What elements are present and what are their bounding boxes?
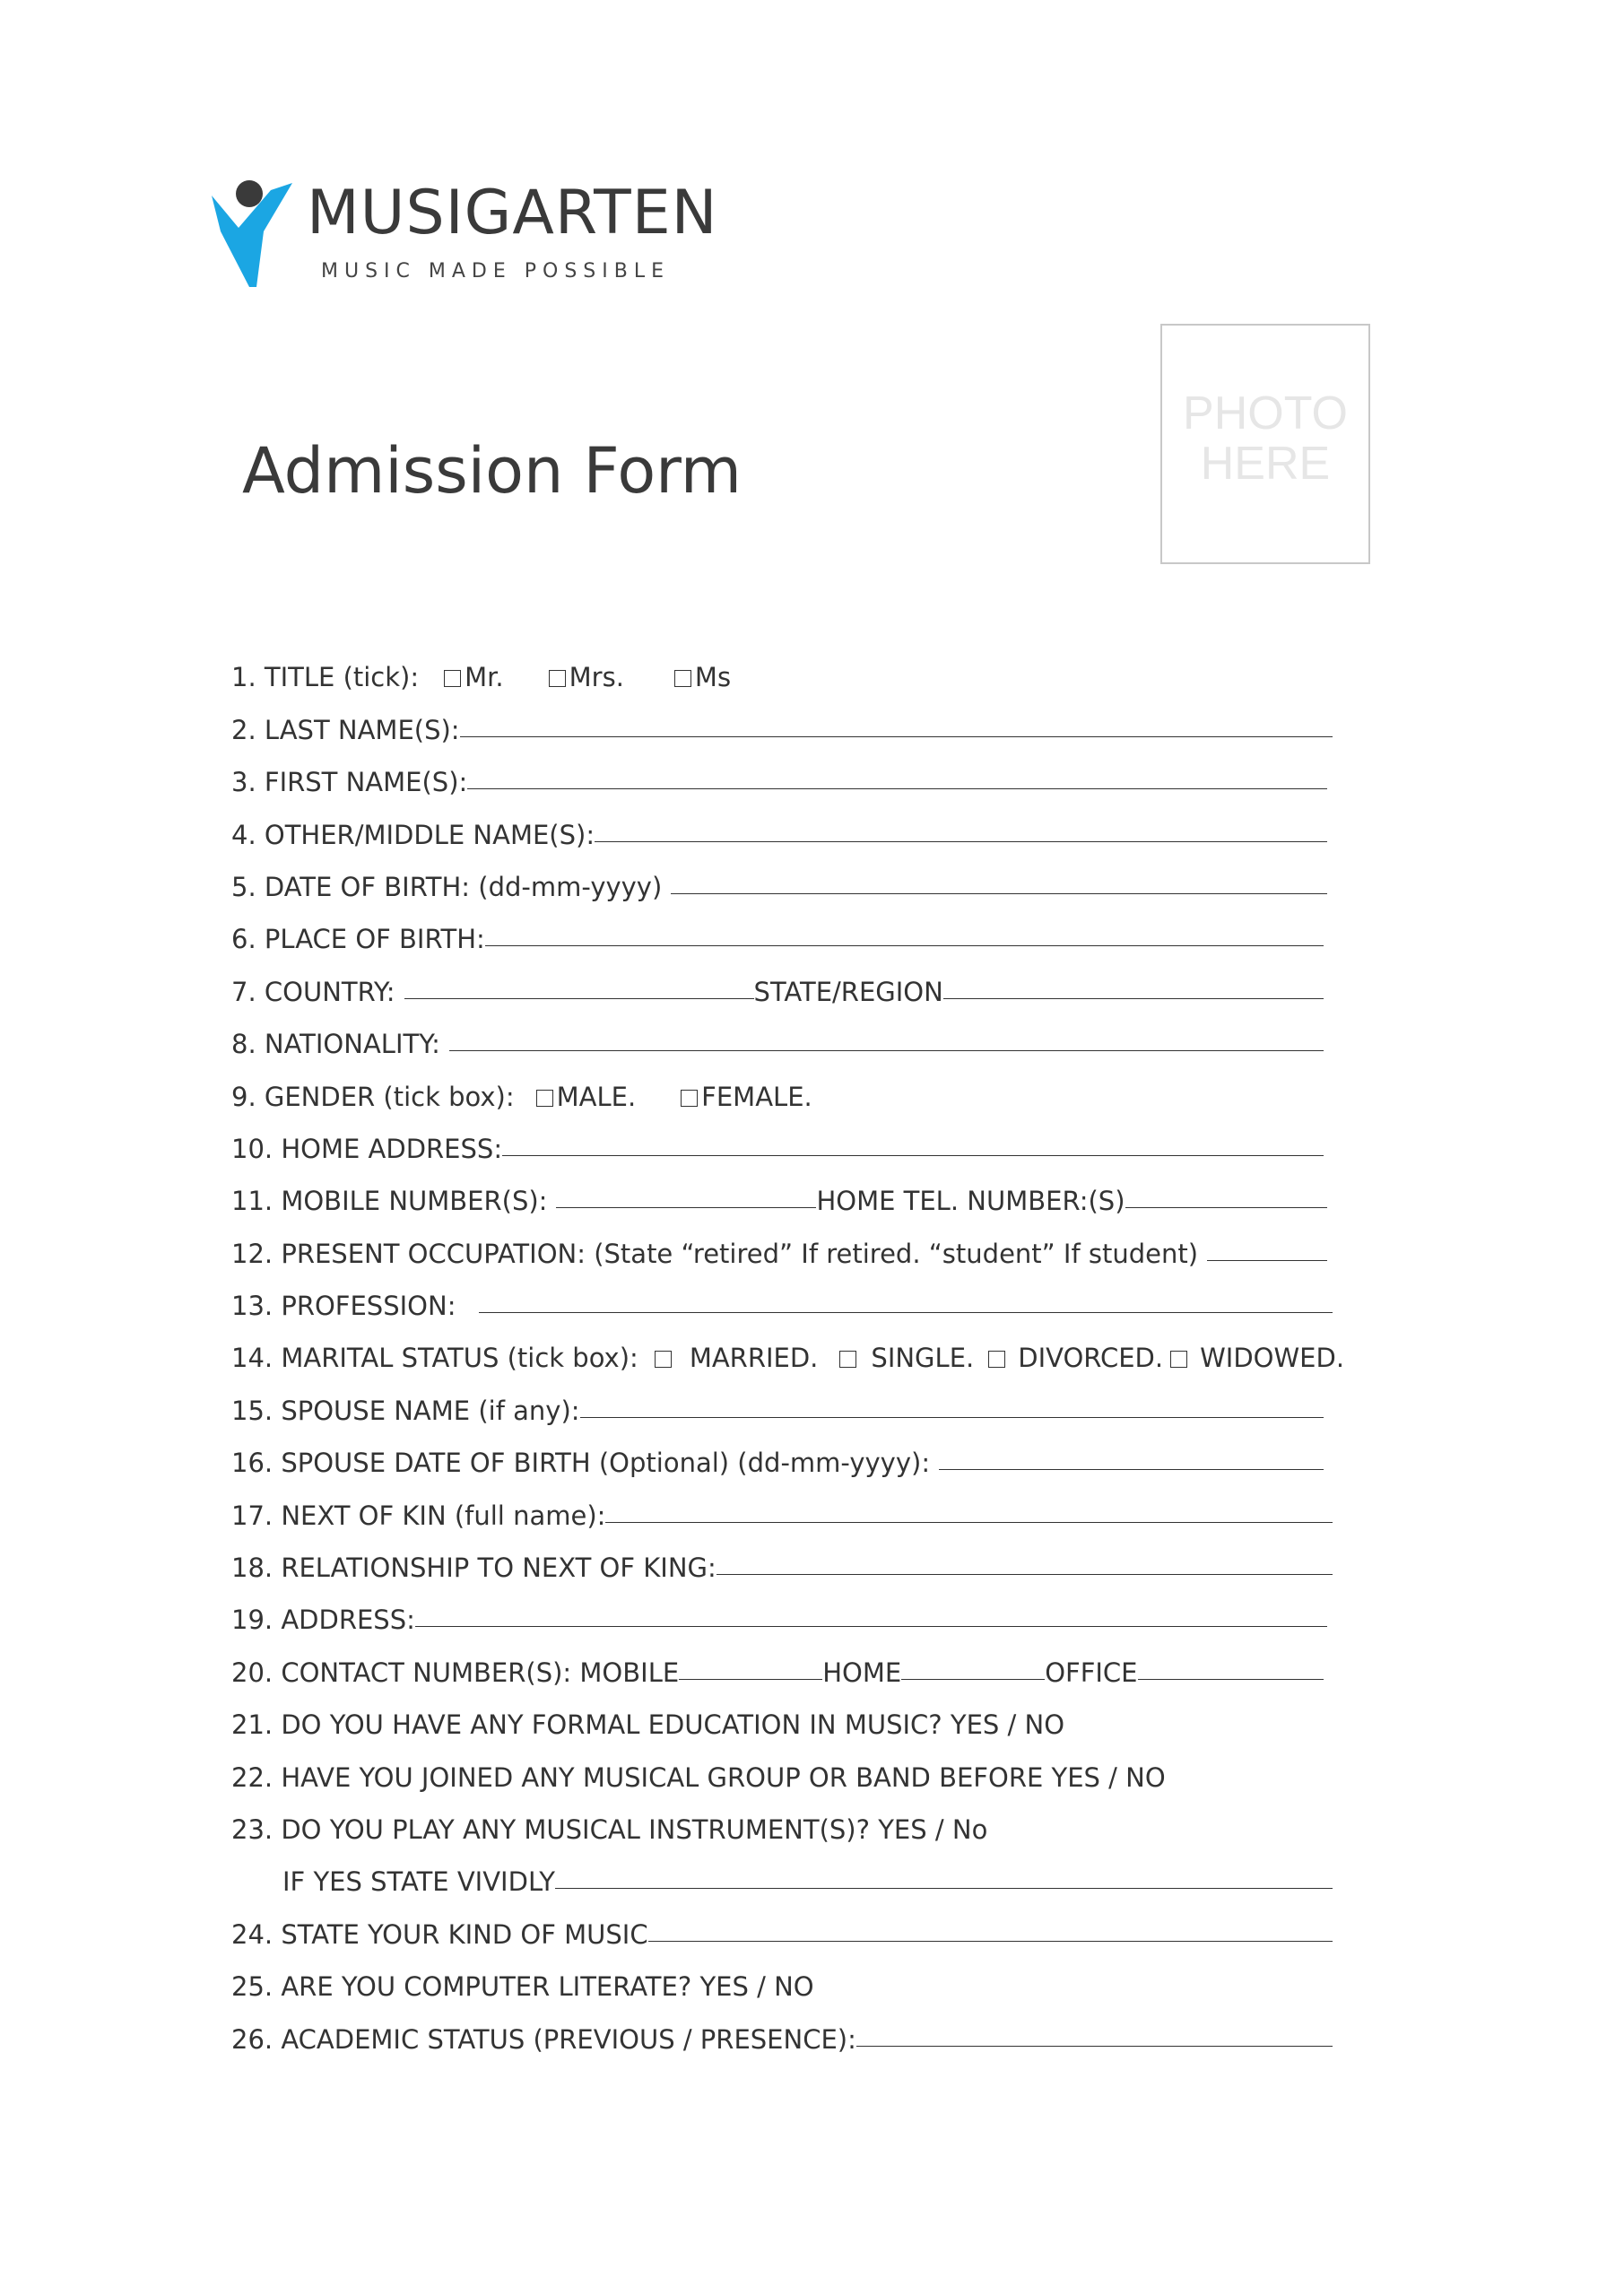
field-place-of-birth (231, 902, 1333, 954)
field-label: 15. SPOUSE NAME (if any): (231, 1395, 580, 1426)
brand-logo (206, 176, 744, 292)
field-label: 8. NATIONALITY: (231, 1029, 440, 1060)
field-label-secondary: HOME (822, 1657, 902, 1688)
field-label: 14. MARITAL STATUS (tick box): (231, 1343, 638, 1374)
option-married[interactable] (655, 1343, 819, 1373)
field-instruments (231, 1793, 1333, 1845)
option-label: MARRIED. (689, 1343, 819, 1374)
checkbox[interactable] (674, 670, 691, 687)
option-female[interactable] (681, 1082, 812, 1112)
field-label: 5. DATE OF BIRTH: (dd-mm-yyyy) (231, 871, 663, 902)
logo-head-shape (236, 180, 263, 207)
checkbox[interactable] (988, 1351, 1005, 1368)
option-label: SINGLE. (871, 1343, 975, 1374)
field-relationship (231, 1531, 1333, 1583)
field-title (231, 640, 1333, 692)
field-label: 21. DO YOU HAVE ANY FORMAL EDUCATION IN MUSIC? YES / NO (231, 1709, 1065, 1741)
field-label: 26. ACADEMIC STATUS (PREVIOUS / PRESENCE): (231, 2023, 856, 2055)
input-line[interactable] (556, 1207, 816, 1208)
input-line[interactable] (671, 893, 1327, 894)
field-address (231, 1583, 1333, 1635)
option-label: MALE. (556, 1081, 637, 1112)
input-line[interactable] (404, 998, 754, 999)
field-middle-name (231, 797, 1333, 849)
checkbox[interactable] (681, 1090, 698, 1107)
field-mobile-number (231, 1164, 1333, 1216)
field-marital-status (231, 1321, 1345, 1374)
option-widowed[interactable] (1170, 1343, 1344, 1373)
field-label: 17. NEXT OF KIN (full name): (231, 1500, 606, 1531)
option-label: Mr. (465, 662, 504, 693)
field-label: 16. SPOUSE DATE OF BIRTH (Optional) (dd-mm-yyyy): (231, 1448, 931, 1479)
input-line[interactable] (502, 1155, 1324, 1156)
input-line[interactable] (449, 1050, 1324, 1051)
field-label: 3. FIRST NAME(S): (231, 767, 468, 798)
option-divorced[interactable] (988, 1343, 1163, 1373)
input-line[interactable] (479, 1312, 1333, 1313)
photo-label: PHOTO HERE (1183, 387, 1348, 490)
field-label: 24. STATE YOUR KIND OF MUSIC (231, 1918, 648, 1950)
form-fields (231, 640, 1345, 2055)
option-mrs[interactable] (549, 662, 624, 692)
photo-placeholder[interactable] (1160, 324, 1370, 564)
field-academic-status (231, 2002, 1333, 2054)
field-country (231, 954, 1333, 1006)
input-line[interactable] (605, 1522, 1333, 1523)
checkbox[interactable] (839, 1351, 856, 1368)
option-label: FEMALE. (701, 1081, 812, 1112)
field-label: IF YES STATE VIVIDLY (282, 1866, 555, 1898)
field-kind-of-music (231, 1897, 1333, 1949)
input-line[interactable] (648, 1941, 1333, 1942)
input-line[interactable] (595, 841, 1327, 842)
input-line[interactable] (679, 1679, 822, 1680)
input-line[interactable] (1138, 1679, 1324, 1680)
field-label: 12. PRESENT OCCUPATION: (State “retired” If retired. “student” If student) (231, 1238, 1199, 1269)
field-label: 7. COUNTRY: (231, 976, 395, 1007)
field-last-name (231, 692, 1333, 744)
input-line[interactable] (901, 1679, 1045, 1680)
field-home-address (231, 1112, 1333, 1164)
field-spouse-name (231, 1373, 1333, 1425)
input-line[interactable] (467, 788, 1327, 789)
input-line[interactable] (943, 998, 1324, 999)
checkbox[interactable] (1170, 1351, 1187, 1368)
field-label: 11. MOBILE NUMBER(S): (231, 1186, 548, 1217)
field-label: 18. RELATIONSHIP TO NEXT OF KING: (231, 1552, 716, 1584)
page-title: Admission Form (242, 434, 742, 508)
input-line[interactable] (716, 1574, 1333, 1575)
field-label-tertiary: OFFICE (1045, 1657, 1138, 1688)
checkbox[interactable] (655, 1351, 672, 1368)
option-label: Ms (694, 662, 732, 693)
field-label: 10. HOME ADDRESS: (231, 1133, 503, 1164)
field-label: 22. HAVE YOU JOINED ANY MUSICAL GROUP OR BAND BEFORE YES / NO (231, 1761, 1166, 1793)
field-computer-literate (231, 1950, 1333, 2002)
checkbox[interactable] (549, 670, 566, 687)
checkbox[interactable] (444, 670, 461, 687)
input-line[interactable] (856, 2046, 1333, 2047)
field-occupation (231, 1216, 1333, 1268)
field-label: 19. ADDRESS: (231, 1605, 415, 1636)
input-line[interactable] (580, 1417, 1324, 1418)
logo-figure-icon (206, 176, 307, 287)
field-nationality (231, 1007, 1333, 1059)
option-male[interactable] (536, 1082, 637, 1112)
brand-name: MUSIGARTEN (307, 178, 718, 248)
field-label-secondary: STATE/REGION (753, 976, 943, 1007)
option-label: Mrs. (569, 662, 624, 693)
brand-tagline: MUSIC MADE POSSIBLE (321, 260, 671, 283)
option-label: WIDOWED. (1200, 1343, 1345, 1374)
field-contact-numbers (231, 1635, 1333, 1687)
input-line[interactable] (939, 1469, 1324, 1470)
field-musical-group (231, 1740, 1333, 1792)
field-label-secondary: HOME TEL. NUMBER:(S) (816, 1186, 1125, 1217)
field-spouse-dob (231, 1426, 1333, 1478)
field-formal-education (231, 1688, 1333, 1740)
input-line[interactable] (555, 1888, 1333, 1889)
field-label: 13. PROFESSION: (231, 1291, 456, 1322)
option-label: DIVORCED. (1018, 1343, 1164, 1374)
option-ms[interactable] (674, 662, 731, 692)
input-line[interactable] (460, 736, 1333, 737)
field-label: 6. PLACE OF BIRTH: (231, 924, 485, 955)
field-next-of-kin (231, 1478, 1333, 1530)
field-date-of-birth (231, 850, 1333, 902)
field-gender (231, 1059, 1333, 1111)
field-label: 23. DO YOU PLAY ANY MUSICAL INSTRUMENT(S)? YES / No (231, 1813, 988, 1845)
option-mr[interactable] (444, 662, 504, 692)
input-line[interactable] (1125, 1207, 1327, 1208)
field-first-name (231, 745, 1333, 797)
input-line[interactable] (1207, 1260, 1327, 1261)
field-label: 25. ARE YOU COMPUTER LITERATE? YES / NO (231, 1971, 814, 2003)
option-single[interactable] (839, 1343, 974, 1373)
field-instruments-detail (231, 1845, 1333, 1897)
input-line[interactable] (485, 945, 1324, 946)
field-label: 4. OTHER/MIDDLE NAME(S): (231, 819, 595, 850)
field-label: 2. LAST NAME(S): (231, 714, 460, 745)
field-label: 1. TITLE (tick): (231, 662, 420, 693)
field-label: 9. GENDER (tick box): (231, 1081, 515, 1112)
field-label: 20. CONTACT NUMBER(S): MOBILE (231, 1657, 680, 1688)
checkbox[interactable] (536, 1090, 553, 1107)
field-profession (231, 1269, 1333, 1321)
input-line[interactable] (415, 1626, 1327, 1627)
